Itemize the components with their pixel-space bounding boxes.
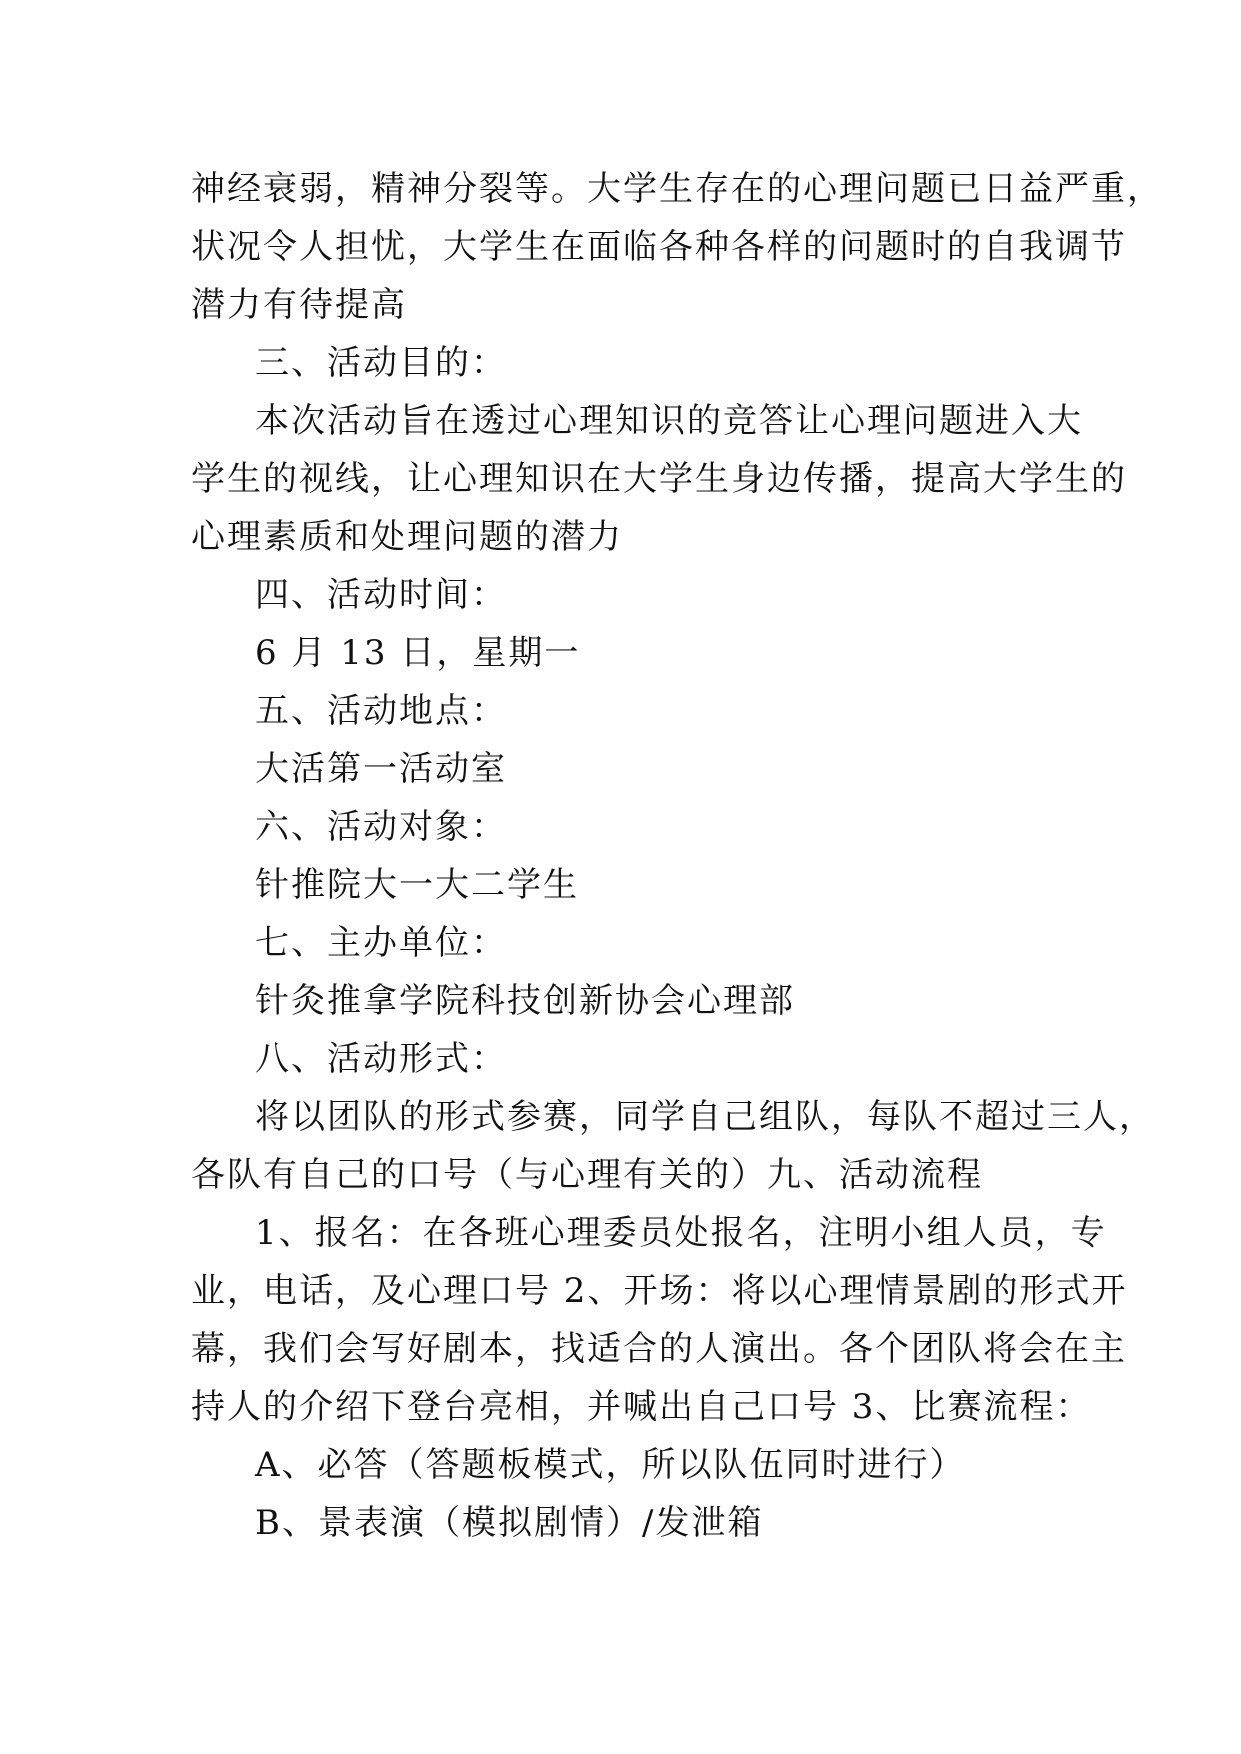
text-line: 幕，我们会写好剧本，找适合的人演出。各个团队将会在主 <box>191 1329 1127 1369</box>
text-line: 心理素质和处理问题的潜力 <box>191 517 623 557</box>
text-line: 6 月 13 日，星期一 <box>255 633 581 673</box>
text-line: 将以团队的形式参赛，同学自己组队，每队不超过三人， <box>255 1097 1155 1137</box>
document-body <box>191 160 1163 1552</box>
text-line: 六、活动对象： <box>255 807 507 847</box>
text-line: 状况令人担忧，大学生在面临各种各样的问题时的自我调节 <box>191 227 1127 267</box>
text-line: 潜力有待提高 <box>191 285 407 325</box>
text-line: 七、主办单位： <box>255 923 507 963</box>
text-line: 五、活动地点： <box>255 691 507 731</box>
text-line: 学生的视线，让心理知识在大学生身边传播，提高大学生的 <box>191 459 1127 499</box>
text-line: A、必答（答题板模式，所以队伍同时进行） <box>255 1445 966 1485</box>
text-line: 业，电话，及心理口号 2、开场：将以心理情景剧的形式开 <box>191 1271 1128 1311</box>
text-line: 针推院大一大二学生 <box>255 865 579 905</box>
text-line: 持人的介绍下登台亮相，并喊出自己口号 3、比赛流程： <box>191 1387 1092 1427</box>
text-line: 四、活动时间： <box>255 575 507 615</box>
text-line: 本次活动旨在透过心理知识的竞答让心理问题进入大 <box>255 401 1083 441</box>
text-line: 大活第一活动室 <box>255 749 507 789</box>
text-line: 神经衰弱，精神分裂等。大学生存在的心理问题已日益严重， <box>191 169 1163 209</box>
text-line: 各队有自己的口号（与心理有关的）九、活动流程 <box>191 1155 983 1195</box>
text-line: B、景表演（模拟剧情）/发泄箱 <box>255 1503 764 1543</box>
text-line: 针灸推拿学院科技创新协会心理部 <box>255 981 795 1021</box>
text-line: 1、报名：在各班心理委员处报名，注明小组人员，专 <box>255 1213 1107 1253</box>
text-line: 八、活动形式： <box>255 1039 507 1079</box>
text-line: 三、活动目的： <box>255 343 507 383</box>
